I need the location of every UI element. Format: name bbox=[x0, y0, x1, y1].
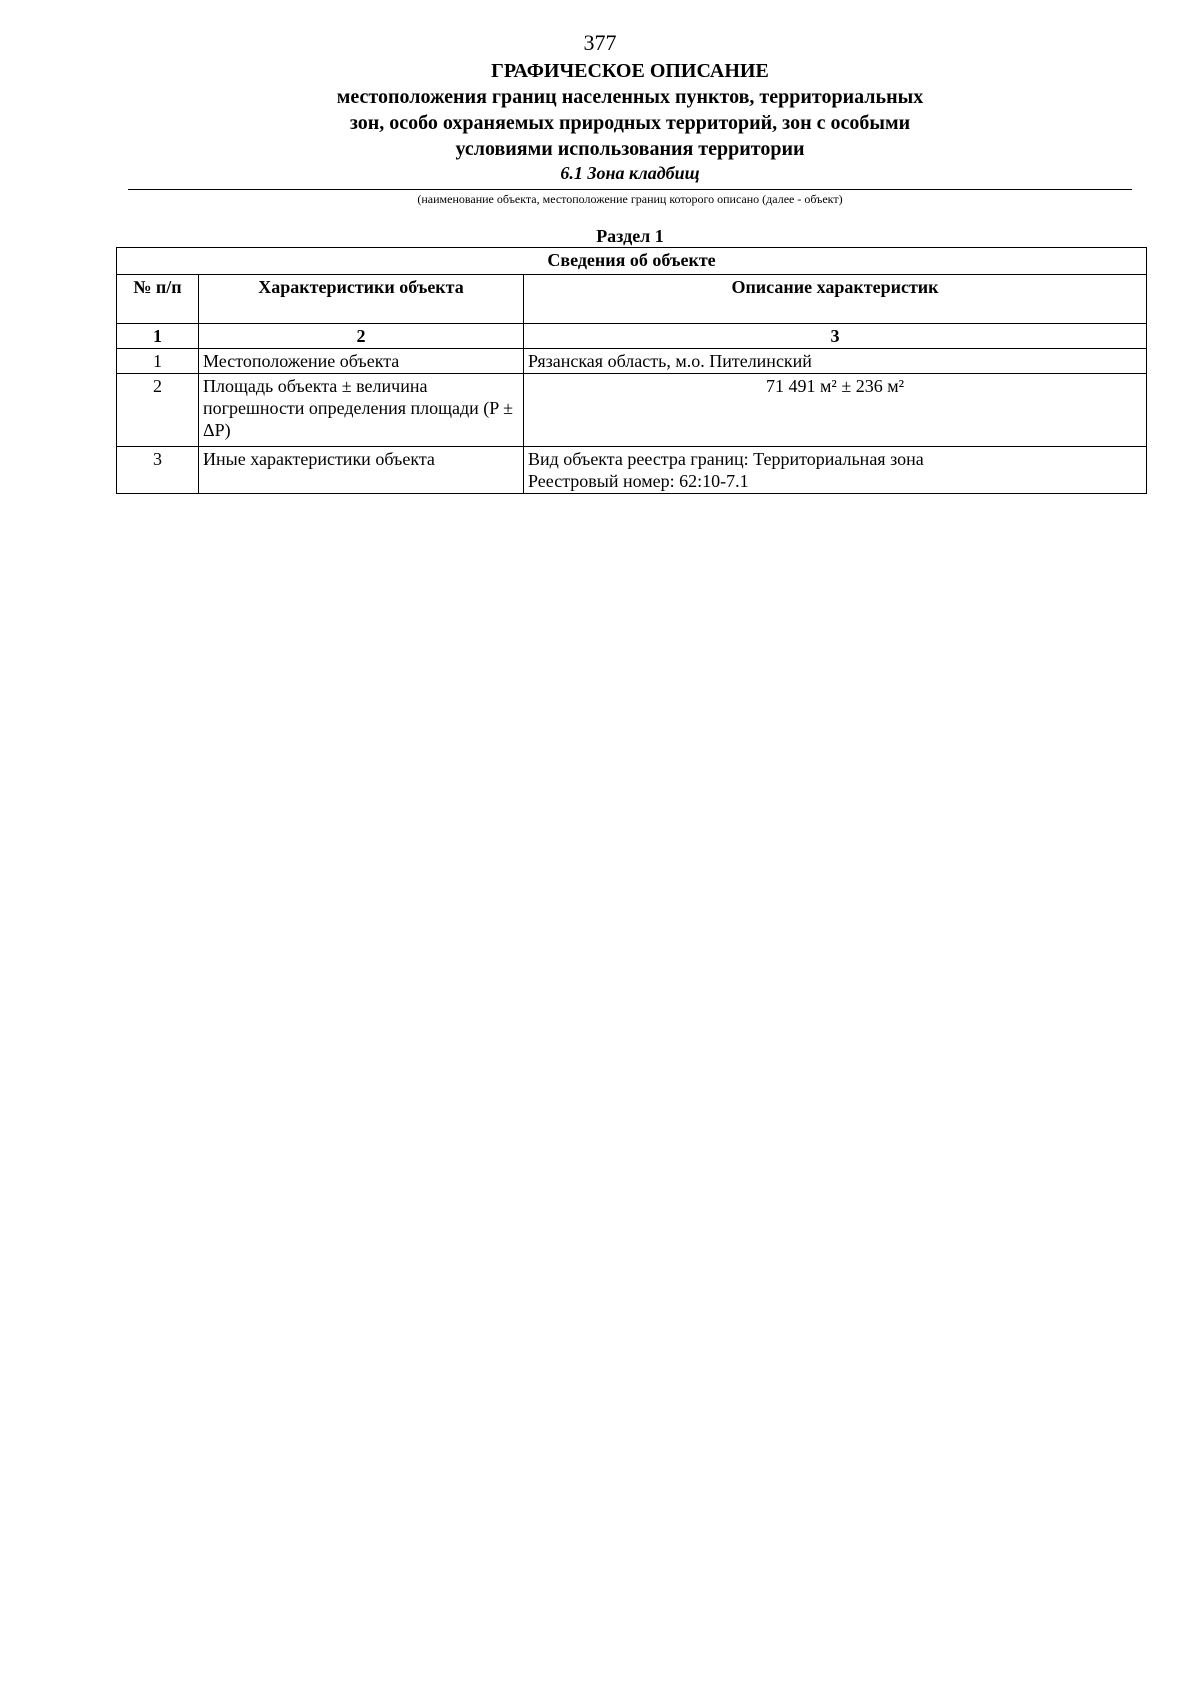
row-num: 2 bbox=[117, 374, 199, 447]
row-description-line: 71 491 м² ± 236 м² bbox=[766, 376, 904, 396]
table-caption: Сведения об объекте bbox=[117, 248, 1147, 275]
column-number-2: 2 bbox=[199, 324, 524, 349]
row-description bbox=[524, 349, 1147, 374]
row-description bbox=[524, 374, 1147, 447]
section-title: Раздел 1 bbox=[596, 226, 664, 246]
row-num: 1 bbox=[117, 349, 199, 374]
table-row bbox=[117, 447, 1147, 494]
table-row bbox=[117, 374, 1147, 447]
row-description-line: Реестровый номер: 62:10-7.1 bbox=[528, 471, 749, 491]
object-caption: (наименование объекта, местоположение границ которого описано (далее - объект) bbox=[417, 192, 843, 206]
column-header-num: № п/п bbox=[117, 275, 199, 324]
column-number-row bbox=[117, 324, 1147, 349]
row-description-line: Вид объекта реестра границ: Территориальная зона bbox=[528, 449, 924, 469]
document-title: ГРАФИЧЕСКОЕ ОПИСАНИЕ bbox=[491, 60, 769, 82]
row-characteristic: Местоположение объекта bbox=[199, 349, 524, 374]
page-number: 377 bbox=[583, 30, 617, 55]
row-characteristic: Иные характеристики объекта bbox=[199, 447, 524, 494]
column-number-3: 3 bbox=[524, 324, 1147, 349]
object-name-underline bbox=[128, 189, 1132, 190]
table-header-row bbox=[117, 275, 1147, 324]
row-description bbox=[524, 447, 1147, 494]
column-number-1: 1 bbox=[117, 324, 199, 349]
column-header-characteristic: Характеристики объекта bbox=[199, 275, 524, 324]
object-info-table bbox=[116, 247, 1147, 494]
document-subtitle-line-1: местоположения границ населенных пунктов, территориальных bbox=[336, 86, 924, 108]
table-row bbox=[117, 349, 1147, 374]
document-subtitle-line-2: зон, особо охраняемых природных территорий, зон с особыми bbox=[349, 112, 911, 134]
document-subtitle-line-3: условиями использования территории bbox=[455, 138, 805, 160]
object-name: 6.1 Зона кладбищ bbox=[560, 163, 700, 183]
table-caption-row bbox=[117, 248, 1147, 275]
column-header-description: Описание характеристик bbox=[524, 275, 1147, 324]
row-characteristic: Площадь объекта ± величина погрешности определения площади (P ± ΔP) bbox=[199, 374, 524, 447]
row-num: 3 bbox=[117, 447, 199, 494]
document-header bbox=[0, 58, 1200, 162]
row-description-line: Рязанская область, м.о. Пителинский bbox=[528, 351, 812, 371]
